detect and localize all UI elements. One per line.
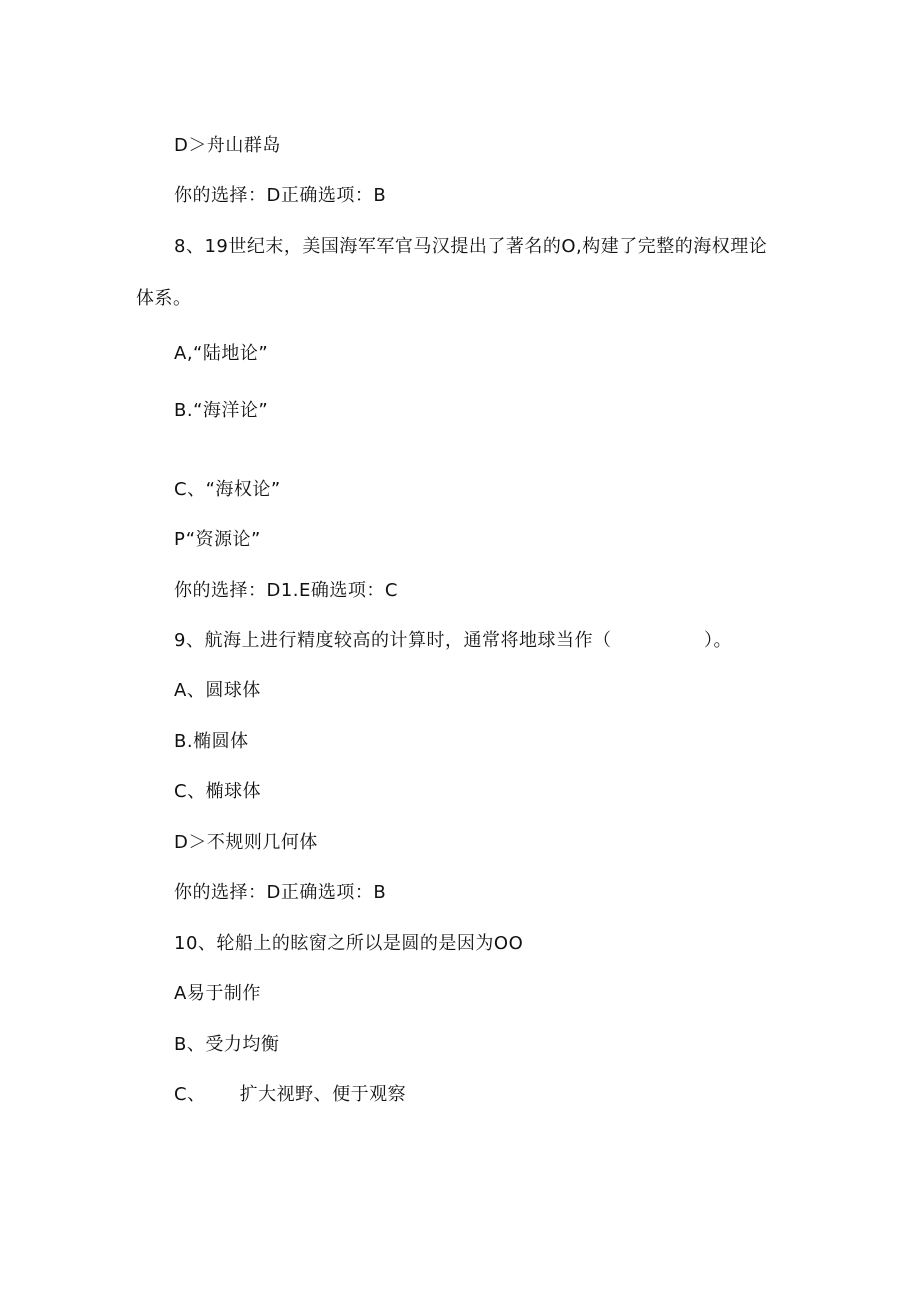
q10-option-a: A易于制作 (174, 983, 261, 1004)
q8-answer-line: 你的选择：D1.E确选项：C (174, 580, 398, 601)
q8-option-a: A,“陆地论” (174, 343, 269, 364)
q10-stem: 10、轮船上的眩窗之所以是圆的是因为OO (174, 933, 524, 954)
q10-option-c (174, 1083, 406, 1107)
q9-option-b: B.椭圆体 (174, 731, 249, 752)
q9-option-a: A、圆球体 (174, 680, 261, 701)
q8-stem: 8、19世纪末，美国海军军官马汉提出了著名的O,构建了完整的海权理论 (174, 236, 768, 257)
q10-option-b: B、受力均衡 (174, 1034, 280, 1055)
q10-option-c-text: 扩大视野、便于观察 (239, 1084, 407, 1105)
q8-option-b: B.“海洋论” (174, 400, 269, 421)
q9-option-c: C、椭球体 (174, 781, 262, 802)
q9-option-d: D＞不规则几何体 (174, 832, 318, 853)
q7-answer-line: 你的选择：D正确选项：B (174, 185, 387, 206)
q9-stem: 9、航海上进行精度较高的计算时，通常将地球当作（ ）。 (174, 630, 732, 651)
q8-option-c: C、“海权论” (174, 479, 281, 500)
q7-option-d: D＞舟山群岛 (174, 135, 281, 156)
q8-stem-continuation: 体系。 (136, 288, 192, 309)
q9-answer-line: 你的选择：D正确选项：B (174, 882, 387, 903)
q10-option-c-prefix: C、 (174, 1084, 206, 1105)
q8-option-d: P“资源论” (174, 529, 261, 550)
